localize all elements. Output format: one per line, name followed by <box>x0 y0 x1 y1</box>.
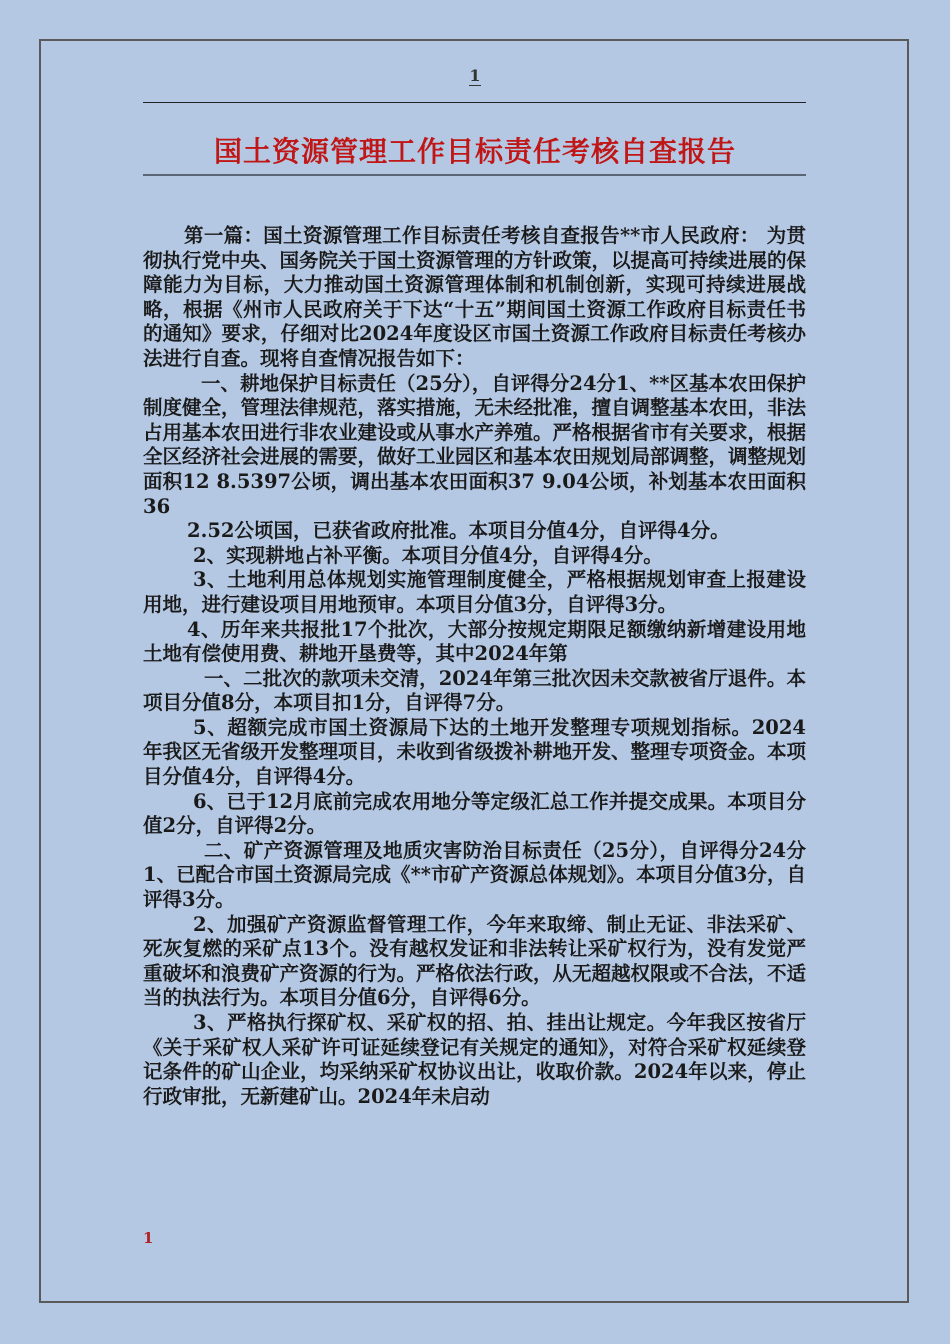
paragraph-item-4: 4、历年来共报批17个批次，大部分按规定期限足额缴纳新增建设用地土地有偿使用费、耕地开垦费等，其中2024年第 <box>143 617 806 666</box>
paragraph-intro: 第一篇：国土资源管理工作目标责任考核自查报告**市人民政府： 为贯彻执行党中央、国务院关于国土资源管理的方针政策，以提高可持续进展的保障能力为目标，大力推动国土资源管理体制和机制创新，实现可持续进展战略，根据《州市人民政府关于下达“十五”期间国土资源工作政府目标责任书的通知》要求，仔细对比2024年度设区市国土资源工作政府目标责任考核办法进行自查。现将自查情况报告如下： <box>143 224 807 370</box>
paragraph-section-2-item-2: 2、加强矿产资源监督管理工作，今年来取缔、制止无证、非法采矿、死灰复燃的采矿点13个。没有越权发证和非法转让采矿权行为，没有发觉严重破坏和浪费矿产资源的行为。严格依法行政，从无超越权限或不合法，不适当的执法行为。本项目分值6分，自评得6分。 <box>143 912 807 1010</box>
paragraph-item-4-cont: 一、二批次的款项未交清，2024年第三批次因未交款被省厅退件。本项目分值8分，本项目扣1分，自评得7分。 <box>143 666 806 715</box>
header-rule <box>143 102 806 103</box>
title-rule <box>143 174 806 176</box>
paragraph-item-5: 5、超额完成市国土资源局下达的土地开发整理专项规划指标。2024年我区无省级开发整理项目，未收到省级拨补耕地开发、整理专项资金。本项目分值4分，自评得4分。 <box>143 715 807 789</box>
document-title: 国土资源管理工作目标责任考核自查报告 <box>213 135 736 168</box>
header-page-number-text: 1 <box>469 66 481 85</box>
paragraph-section-2-item-3: 3、严格执行探矿权、采矿权的招、拍、挂出让规定。今年我区按省厅《关于采矿权人采矿许可证延续登记有关规定的通知》，对符合采矿权延续登记条件的矿山企业，均采纳采矿权协议出让，收取价款。2024年以来，停止行政审批，无新建矿山。2024年未启动 <box>143 1011 806 1108</box>
footer-page-number: 1 <box>143 1229 154 1247</box>
paragraph-section-1-cont: 2.52公顷国，已获省政府批准。本项目分值4分，自评得4分。 <box>187 519 730 543</box>
paragraph-section-1: 一、耕地保护目标责任（25分），自评得分24分1、**区基本农田保护制度健全，管理法律规范，落实措施，无未经批准，擅自调整基本农田，非法占用基本农田进行非农业建设或从事水产养殖。严格根据省市有关要求，根据全区经济社会进展的需要，做好工业园区和基本农田规划局部调整，调整规划面积12 8.5397公顷，调出基本农田面积37 9.04公顷，补划基本农田面积36 <box>143 371 807 518</box>
paragraph-item-3: 3、土地利用总体规划实施管理制度健全，严格根据规划审查上报建设用地，进行建设项目用地预审。本项目分值3分，自评得3分。 <box>143 568 806 616</box>
paragraph-section-2: 二、矿产资源管理及地质灾害防治目标责任（25分），自评得分24分1、已配合市国土资源局完成《**市矿产资源总体规划》。本项目分值3分，自评得3分。 <box>143 838 806 912</box>
header-page-number <box>0 66 950 85</box>
paragraph-item-2: 2、实现耕地占补平衡。本项目分值4分，自评得4分。 <box>193 543 663 567</box>
document-body <box>143 224 806 1109</box>
paragraph-item-6: 6、已于12月底前完成农用地分等定级汇总工作并提交成果。本项目分值2分，自评得2分。 <box>143 789 806 838</box>
